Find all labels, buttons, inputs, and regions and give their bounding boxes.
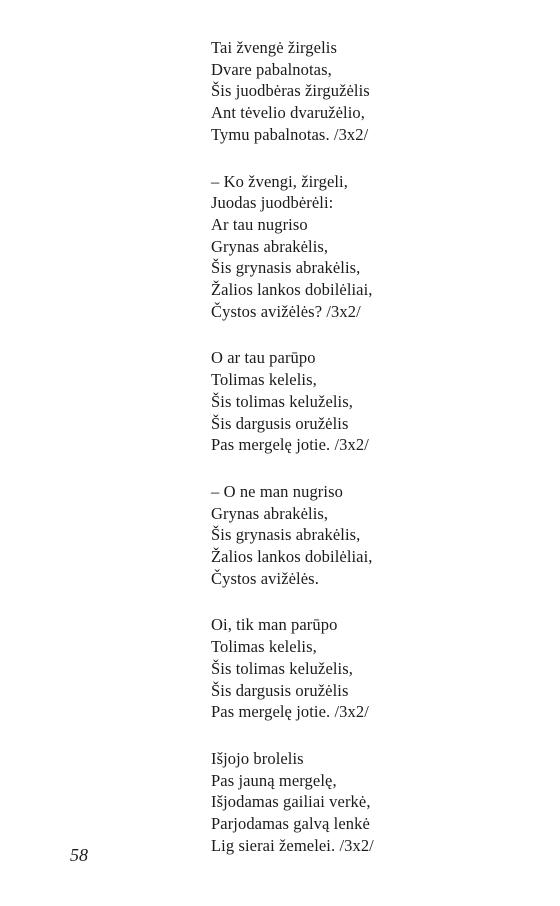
poem-line: Išjodamas gailiai verkė,	[211, 792, 371, 812]
poem-line: – Ko žvengi, žirgeli,	[211, 171, 348, 191]
poem-line: Dvare pabalnotas,	[211, 59, 332, 79]
page-number: 58	[70, 845, 88, 865]
poem-line: Čystos avižėlės.	[211, 568, 319, 588]
stanza	[211, 614, 511, 723]
poem-line: Tai žvengė žirgelis	[211, 38, 337, 57]
poem-line: Grynas abrakėlis,	[211, 503, 329, 523]
poem-line: Pas jauną mergelę,	[211, 770, 337, 790]
poem-line: Šis grynasis abrakėlis,	[211, 525, 361, 545]
poem-line: – O ne man nugriso	[211, 481, 343, 501]
poem-line: Lig sierai žemelei. /3x2/	[211, 835, 374, 855]
poem-line: Juodas juodbėrėli:	[211, 193, 334, 213]
poem-line: Šis dargusis oružėlis	[211, 680, 349, 700]
poem-line: Tolimas kelelis,	[211, 637, 317, 657]
poem-line: Šis tolimas keluželis,	[211, 391, 353, 411]
poem-line: Grynas abrakėlis,	[211, 236, 329, 256]
stanza	[211, 37, 511, 146]
poem-line: Tolimas kelelis,	[211, 370, 317, 390]
poem-line: Čystos avižėlės? /3x2/	[211, 301, 361, 321]
poem-line: Žalios lankos dobilėliai,	[211, 280, 373, 300]
poem-line: O ar tau parūpo	[211, 348, 316, 368]
poem-line: Tymu pabalnotas. /3x2/	[211, 124, 369, 144]
stanza	[211, 171, 511, 323]
poem-line: Šis tolimas keluželis,	[211, 658, 353, 678]
poem-line: Pas mergelę jotie. /3x2/	[211, 702, 369, 722]
poem-line: Žalios lankos dobilėliai,	[211, 547, 373, 567]
stanza	[211, 347, 511, 456]
poem-line: Šis grynasis abrakėlis,	[211, 258, 361, 278]
stanza	[211, 481, 511, 590]
poem	[211, 37, 511, 857]
poem-line: Parjodamas galvą lenkė	[211, 814, 370, 834]
stanza	[211, 748, 511, 857]
poem-line: Ant tėvelio dvaružėlio,	[211, 103, 365, 123]
poem-line: Oi, tik man parūpo	[211, 615, 338, 635]
poem-line: Išjojo brolelis	[211, 748, 304, 768]
poem-line: Ar tau nugriso	[211, 214, 308, 234]
poem-line: Šis dargusis oružėlis	[211, 413, 349, 433]
poem-line: Šis juodbėras žirgužėlis	[211, 81, 370, 101]
poem-line: Pas mergelę jotie. /3x2/	[211, 435, 369, 455]
